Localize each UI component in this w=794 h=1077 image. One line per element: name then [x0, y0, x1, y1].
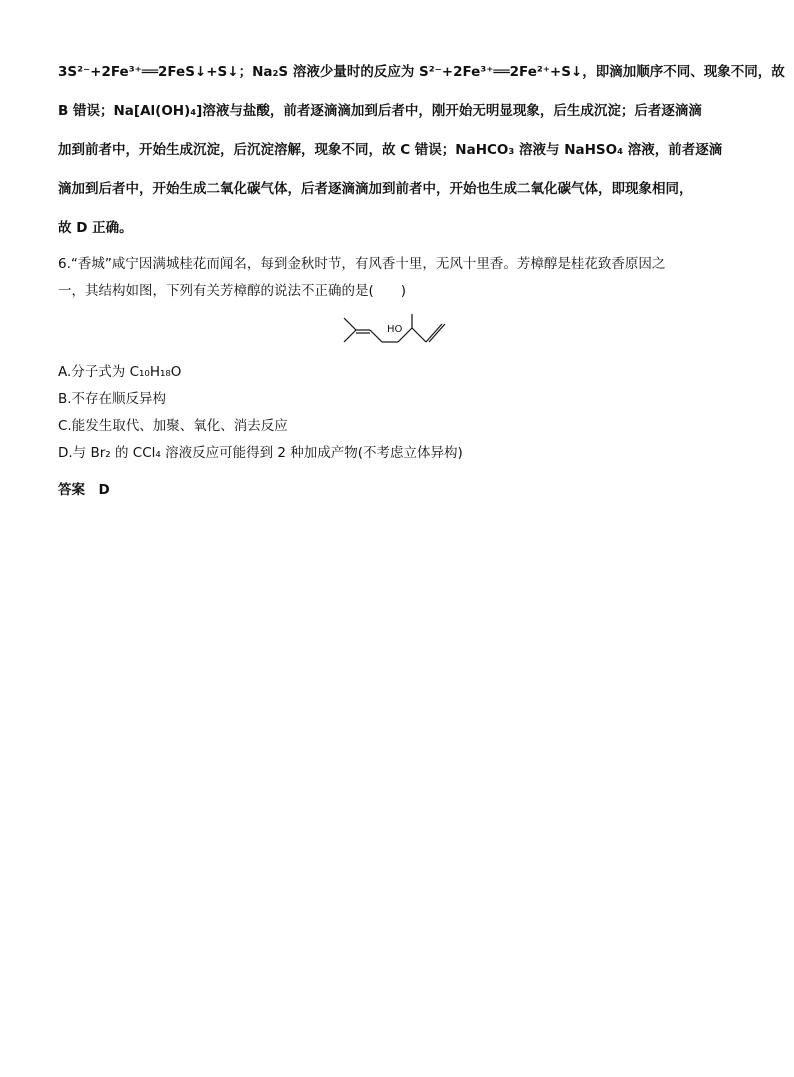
prev-explanation-line-4: 滴加到后者中，开始生成二氧化碳气体，后者逐滴滴加到前者中，开始也生成二氧化碳气体，即现象相同，	[58, 181, 693, 197]
prev-explanation-line-1: 3S²⁻+2Fe³⁺══2FeS↓+S↓；Na₂S 溶液少量时的反应为 S²⁻+2Fe³⁺══2Fe²⁺+S↓，即滴加顺序不同、现象不同，故	[58, 64, 785, 80]
q6-stem-line-1: 6.“香城”咸宁因满城桂花而闻名，每到金秋时节，有风香十里，无风十里香。芳樟醇是桂花致香原因之	[58, 256, 666, 272]
q6-answer: 答案 D	[58, 482, 110, 498]
prev-explanation-line-2: B 错误；Na[Al(OH)₄]溶液与盐酸，前者逐滴滴加到后者中，刚开始无明显现象，后生成沉淀；后者逐滴滴	[58, 103, 702, 119]
q6-option-c: C.能发生取代、加聚、氧化、消去反应	[58, 418, 288, 434]
hydroxyl-label: HO	[387, 324, 403, 335]
prev-explanation-line-3: 加到前者中，开始生成沉淀，后沉淀溶解，现象不同，故 C 错误；NaHCO₃ 溶液与 NaHSO₄ 溶液，前者逐滴	[58, 142, 723, 158]
q6-stem-line-2: 一，其结构如图，下列有关芳樟醇的说法不正确的是( )	[58, 283, 407, 299]
prev-explanation-line-5: 故 D 正确。	[58, 220, 133, 236]
q6-option-b: B.不存在顺反异构	[58, 391, 167, 407]
q6-option-d: D.与 Br₂ 的 CCl₄ 溶液反应可能得到 2 种加成产物(不考虑立体异构)	[58, 445, 463, 461]
q6-option-a: A.分子式为 C₁₀H₁₈O	[58, 364, 182, 380]
linalool-structure	[340, 310, 460, 352]
